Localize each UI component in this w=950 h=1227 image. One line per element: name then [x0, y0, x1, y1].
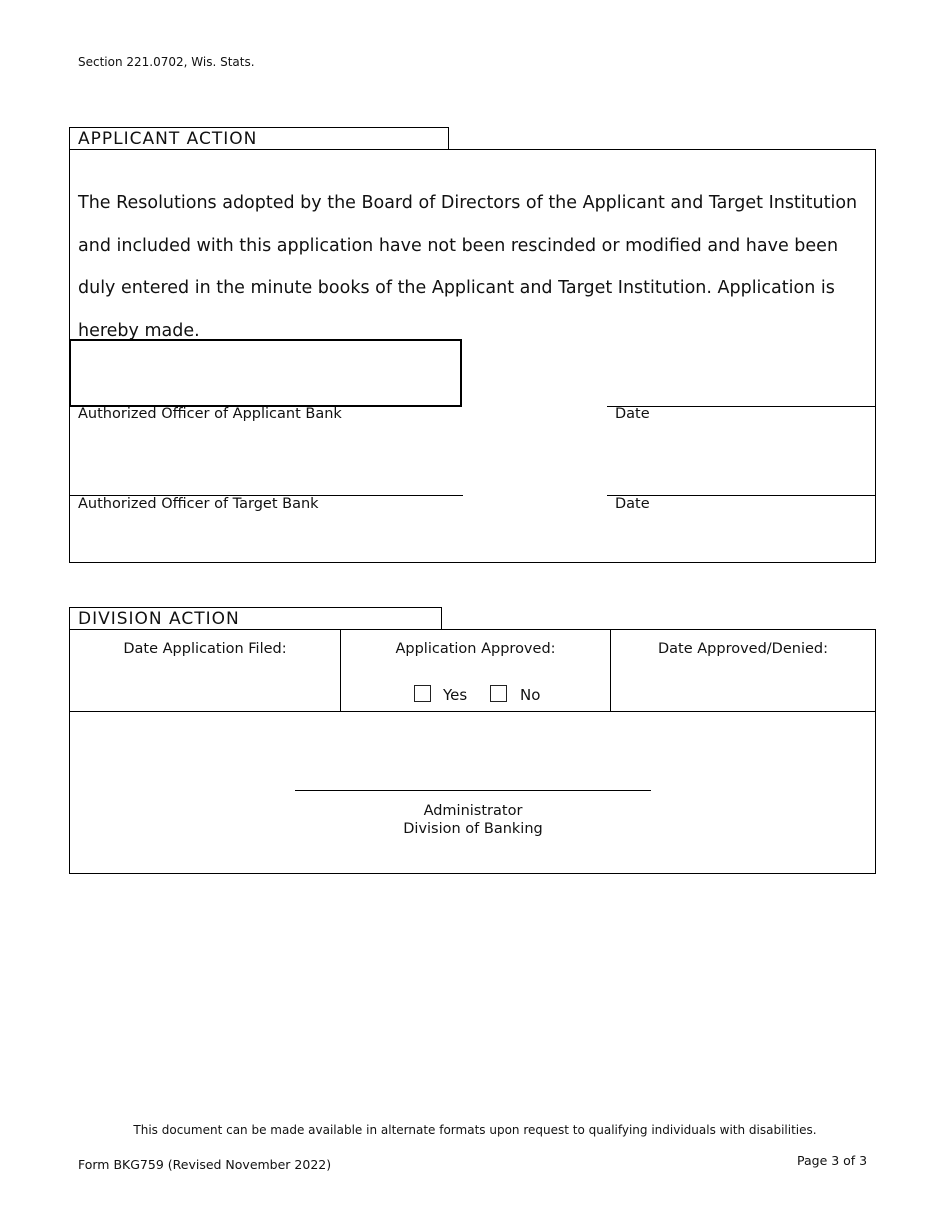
- applicant-action-title: APPLICANT ACTION: [69, 127, 449, 150]
- administrator-title: Administrator: [423, 803, 523, 819]
- date-label-2: Date: [615, 496, 650, 512]
- no-label: No: [520, 686, 541, 704]
- date-label-1: Date: [615, 406, 650, 422]
- yes-checkbox[interactable]: [414, 685, 431, 702]
- row-divider: [69, 711, 876, 712]
- form-id: Form BKG759 (Revised November 2022): [78, 1157, 332, 1172]
- no-checkbox[interactable]: [490, 685, 507, 702]
- statute-reference: Section 221.0702, Wis. Stats.: [78, 55, 255, 69]
- target-officer-label: Authorized Officer of Target Bank: [78, 496, 319, 512]
- date-filed-label: Date Application Filed:: [123, 641, 287, 657]
- division-action-title: DIVISION ACTION: [69, 607, 442, 630]
- applicant-officer-label: Authorized Officer of Applicant Bank: [78, 406, 342, 422]
- page-number: Page 3 of 3: [797, 1153, 868, 1168]
- date-approved-denied-label: Date Approved/Denied:: [657, 641, 828, 657]
- yes-label: Yes: [443, 686, 468, 704]
- administrator-signature-line[interactable]: [295, 790, 651, 791]
- application-approved-label: Application Approved:: [395, 641, 556, 657]
- resolution-statement: The Resolutions adopted by the Board of Directors of the Applicant and Target Institution and included with this application have not been rescinded or modified and have been duly entered in the minute books of the Applicant and Target Institution. Application is hereby made.: [78, 193, 858, 341]
- applicant-officer-signature-field[interactable]: [69, 339, 462, 407]
- accessibility-note: This document can be made available in alternate formats upon request to qualifying individuals with disabilities.: [133, 1123, 817, 1137]
- division-name: Division of Banking: [403, 821, 543, 837]
